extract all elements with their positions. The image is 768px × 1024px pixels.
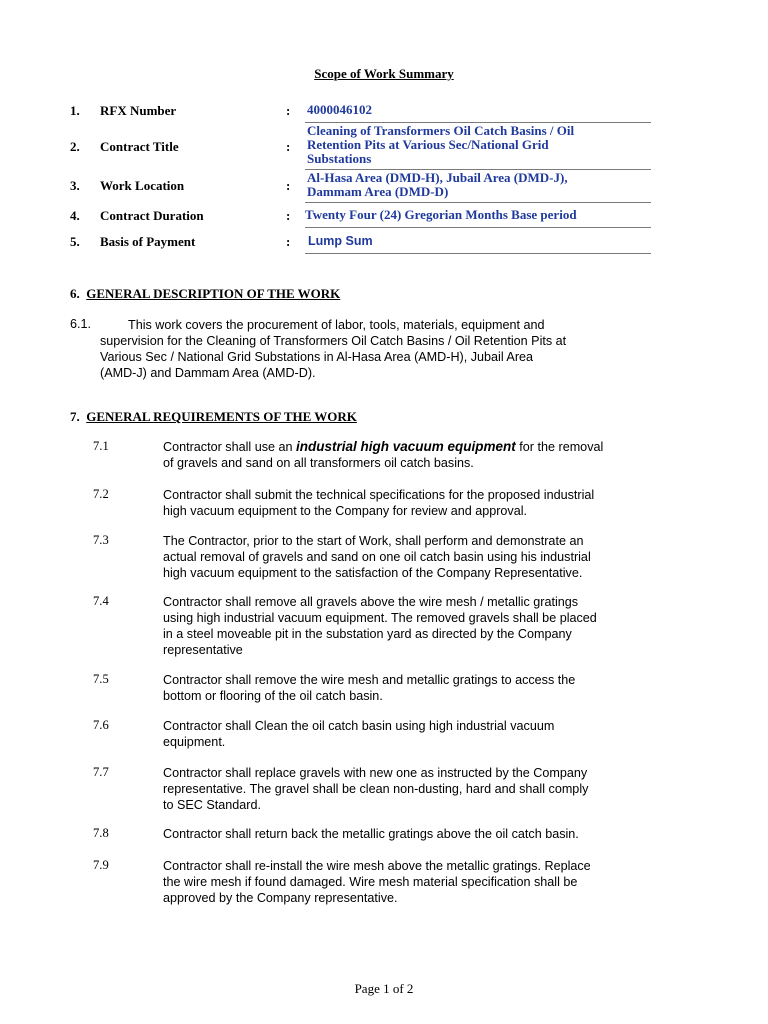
summary-colon-1: :: [286, 103, 291, 118]
requirement-7-6-number: 7.6: [93, 718, 109, 732]
requirement-7-4-number: 7.4: [93, 594, 109, 608]
summary-colon-5: :: [286, 234, 291, 249]
requirement-7-2-text: Contractor shall submit the technical specifications for the proposed industrial high vacuum equipment to the Company for review and approval.: [163, 488, 595, 518]
summary-value-work-location: Al-Hasa Area (DMD-H), Jubail Area (DMD-J), Dammam Area (DMD-D): [307, 170, 568, 199]
summary-colon-2: :: [286, 139, 291, 154]
requirement-7-8-text: Contractor shall return back the metallic gratings above the oil catch basin.: [163, 827, 579, 841]
summary-num-1: 1.: [70, 103, 80, 118]
summary-value-contract-duration: Twenty Four (24) Gregorian Months Base period: [305, 207, 577, 222]
summary-num-4: 4.: [70, 208, 80, 223]
section-6-1-number: 6.1.: [70, 317, 92, 331]
summary-num-3: 3.: [70, 178, 80, 193]
requirement-7-1-number: 7.1: [93, 439, 109, 453]
requirement-7-4-text: Contractor shall remove all gravels above the wire mesh / metallic gratings using high industrial vacuum equipment. The removed gravels shall be placed in a steel moveable pit in the substation yard as directed by the Company representative: [163, 595, 597, 657]
summary-colon-3: :: [286, 178, 291, 193]
requirement-7-3-number: 7.3: [93, 533, 109, 547]
requirement-7-5-text: Contractor shall remove the wire mesh and metallic gratings to access the bottom or flooring of the oil catch basin.: [163, 673, 576, 703]
requirement-7-9-number: 7.9: [93, 858, 109, 872]
summary-label-rfx: RFX Number: [100, 103, 177, 118]
section-6-1-text: This work covers the procurement of labor, tools, materials, equipment and supervision for the Cleaning of Transformers Oil Catch Basins / Oil Retention Pits at Various Sec / National Grid Substations in Al-Hasa Area (AMD-H), Jubail Area (AMD-J) and Dammam Area (AMD-D).: [100, 318, 567, 380]
summary-rule-3: [305, 202, 651, 203]
summary-num-5: 5.: [70, 234, 80, 249]
summary-num-2: 2.: [70, 139, 80, 154]
requirement-7-7-number: 7.7: [93, 765, 109, 779]
section-7-heading: 7. GENERAL REQUIREMENTS OF THE WORK: [70, 409, 357, 424]
requirement-7-7-text: Contractor shall replace gravels with new one as instructed by the Company representative. The gravel shall be clean non-dusting, hard and shall comply to SEC Standard.: [163, 766, 589, 812]
document-title: Scope of Work Summary: [314, 66, 454, 81]
requirement-7-1-text: Contractor shall use an industrial high vacuum equipment for the removal of gravels and sand on all transformers oil catch basins.: [163, 439, 604, 470]
emphasis-industrial-high-vacuum: industrial high vacuum equipment: [296, 439, 516, 454]
summary-label-basis-of-payment: Basis of Payment: [100, 234, 196, 249]
summary-colon-4: :: [286, 208, 291, 223]
summary-value-contract-title: Cleaning of Transformers Oil Catch Basins / Oil Retention Pits at Various Sec/National Grid Substations: [307, 123, 575, 166]
page-number-footer: Page 1 of 2: [354, 981, 414, 996]
requirement-7-5-number: 7.5: [93, 672, 109, 686]
summary-value-basis-of-payment: Lump Sum: [308, 234, 373, 248]
requirement-7-9-text: Contractor shall re-install the wire mesh above the metallic gratings. Replace the wire mesh if found damaged. Wire mesh material specification shall be approved by the Company representative.: [163, 859, 591, 905]
requirement-7-3-text: The Contractor, prior to the start of Work, shall perform and demonstrate an actual removal of gravels and sand on one oil catch basin using his industrial high vacuum equipment to the satisfaction of the Company Representative.: [163, 534, 591, 580]
summary-label-contract-duration: Contract Duration: [100, 208, 204, 223]
summary-rule-4: [305, 227, 651, 228]
requirement-7-8-number: 7.8: [93, 826, 109, 840]
summary-rule-5: [305, 253, 651, 254]
summary-value-rfx: 4000046102: [307, 102, 372, 117]
requirement-7-2-number: 7.2: [93, 487, 109, 501]
section-6-heading: 6. GENERAL DESCRIPTION OF THE WORK: [70, 286, 341, 301]
summary-label-work-location: Work Location: [100, 178, 185, 193]
requirement-7-6-text: Contractor shall Clean the oil catch basin using high industrial vacuum equipment.: [163, 719, 555, 749]
summary-label-contract-title: Contract Title: [100, 139, 179, 154]
